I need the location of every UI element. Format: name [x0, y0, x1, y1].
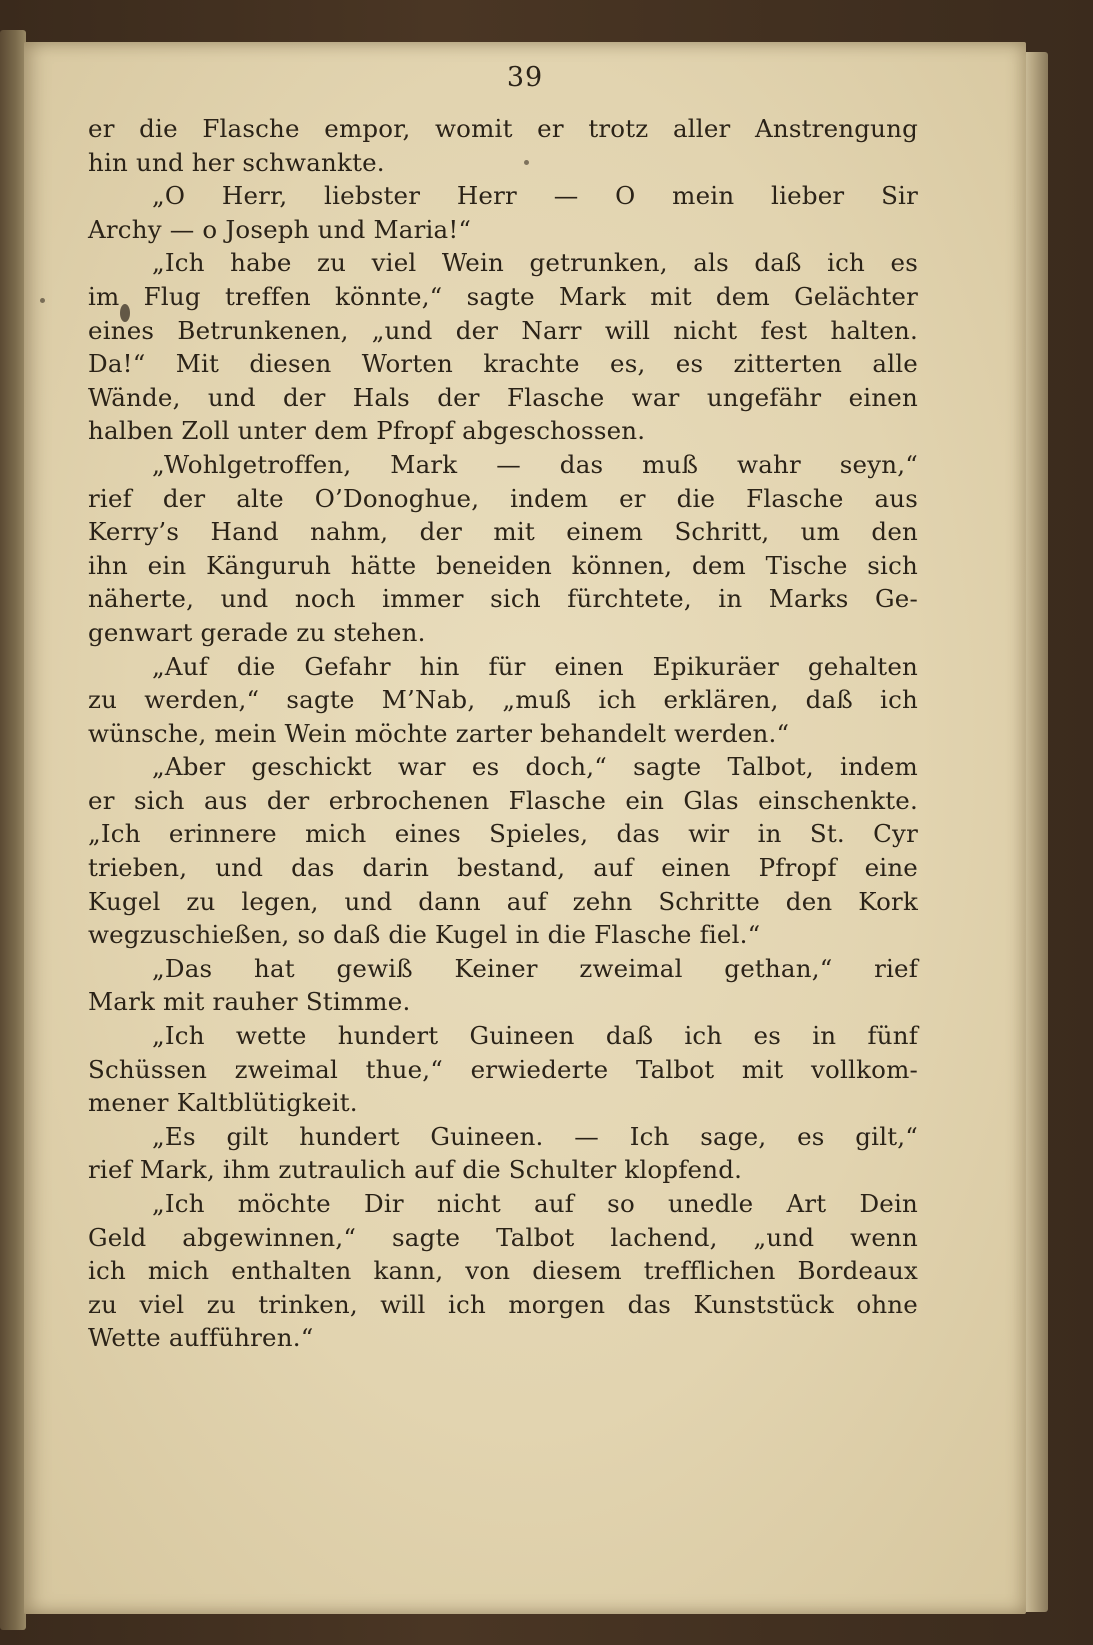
text-line: Wette aufführen.“: [88, 1323, 314, 1353]
text-line: genwart gerade zu stehen.: [88, 617, 426, 647]
text-line: Geld abgewinnen,“ sagte Talbot lachend, „und wenn: [88, 1222, 918, 1252]
text-line: „Das hat gewiß Keiner zweimal gethan,“ rief: [152, 953, 918, 983]
page-stack-edge: [1024, 52, 1048, 1612]
text-line: halben Zoll unter dem Pfropf abgeschossen.: [88, 416, 646, 446]
text-line: im Flug treffen könnte,“ sagte Mark mit dem Gelächter: [88, 281, 918, 311]
text-line: wünsche, mein Wein möchte zarter behandelt werden.“: [88, 718, 790, 748]
text-line: ihn ein Känguruh hätte beneiden können, dem Tische sich: [88, 550, 918, 580]
text-line: Schüssen zweimal thue,“ erwiederte Talbot mit vollkom-: [88, 1054, 918, 1084]
text-line: „O Herr, liebster Herr — O mein lieber Sir: [152, 181, 918, 211]
text-line: trieben, und das darin bestand, auf einen Pfropf eine: [88, 853, 918, 883]
book-page: [24, 42, 1026, 1614]
text-line: „Wohlgetroffen, Mark — das muß wahr seyn,“: [152, 449, 918, 479]
text-line: hin und her schwankte.: [88, 147, 385, 177]
text-line: „Ich möchte Dir nicht auf so unedle Art Dein: [152, 1189, 918, 1218]
text-line: mener Kaltblütigkeit.: [88, 1088, 358, 1118]
text-line: „Aber geschickt war es doch,“ sagte Talbot, indem: [152, 752, 918, 782]
text-line: Mark mit rauher Stimme.: [88, 987, 411, 1017]
text-line: Da!“ Mit diesen Worten krachte es, es zitterten alle: [88, 349, 918, 379]
text-line: er die Flasche empor, womit er trotz aller Anstrengung: [88, 114, 918, 143]
text-line: wegzuschießen, so daß die Kugel in die Flasche fiel.“: [88, 920, 761, 950]
text-line: zu viel zu trinken, will ich morgen das Kunststück ohne: [88, 1289, 918, 1319]
previous-page-edge: [0, 30, 26, 1630]
text-line: Kerry’s Hand nahm, der mit einem Schritt, um den: [88, 517, 918, 547]
text-line: „Es gilt hundert Guineen. — Ich sage, es gilt,“: [152, 1121, 918, 1151]
text-line: Kugel zu legen, und dann auf zehn Schritte den Kork: [88, 886, 918, 916]
text-line: „Auf die Gefahr hin für einen Epikuräer gehalten: [152, 651, 918, 681]
page-number: 39: [506, 62, 544, 93]
text-line: Archy — o Joseph und Maria!“: [88, 214, 472, 244]
text-line: rief der alte O’Donoghue, indem er die Flasche aus: [88, 483, 918, 513]
text-line: eines Betrunkenen, „und der Narr will nicht fest halten.: [88, 315, 918, 345]
text-line: Wände, und der Hals der Flasche war ungefähr einen: [88, 382, 918, 412]
text-line: zu werden,“ sagte M’Nab, „muß ich erklären, daß ich: [88, 685, 918, 715]
body-text: [88, 112, 918, 1355]
text-line: „Ich erinnere mich eines Spieles, das wir in St. Cyr: [88, 819, 918, 849]
text-line: er sich aus der erbrochenen Flasche ein Glas einschenkte.: [88, 785, 918, 815]
text-line: „Ich wette hundert Guineen daß ich es in fünf: [152, 1021, 918, 1051]
text-line: rief Mark, ihm zutraulich auf die Schulter klopfend.: [88, 1155, 743, 1185]
text-line: ich mich enthalten kann, von diesem trefflichen Bordeaux: [88, 1256, 918, 1286]
text-line: „Ich habe zu viel Wein getrunken, als daß ich es: [152, 248, 918, 278]
ink-speck: [40, 298, 45, 303]
text-line: näherte, und noch immer sich fürchtete, in Marks Ge-: [88, 584, 918, 614]
